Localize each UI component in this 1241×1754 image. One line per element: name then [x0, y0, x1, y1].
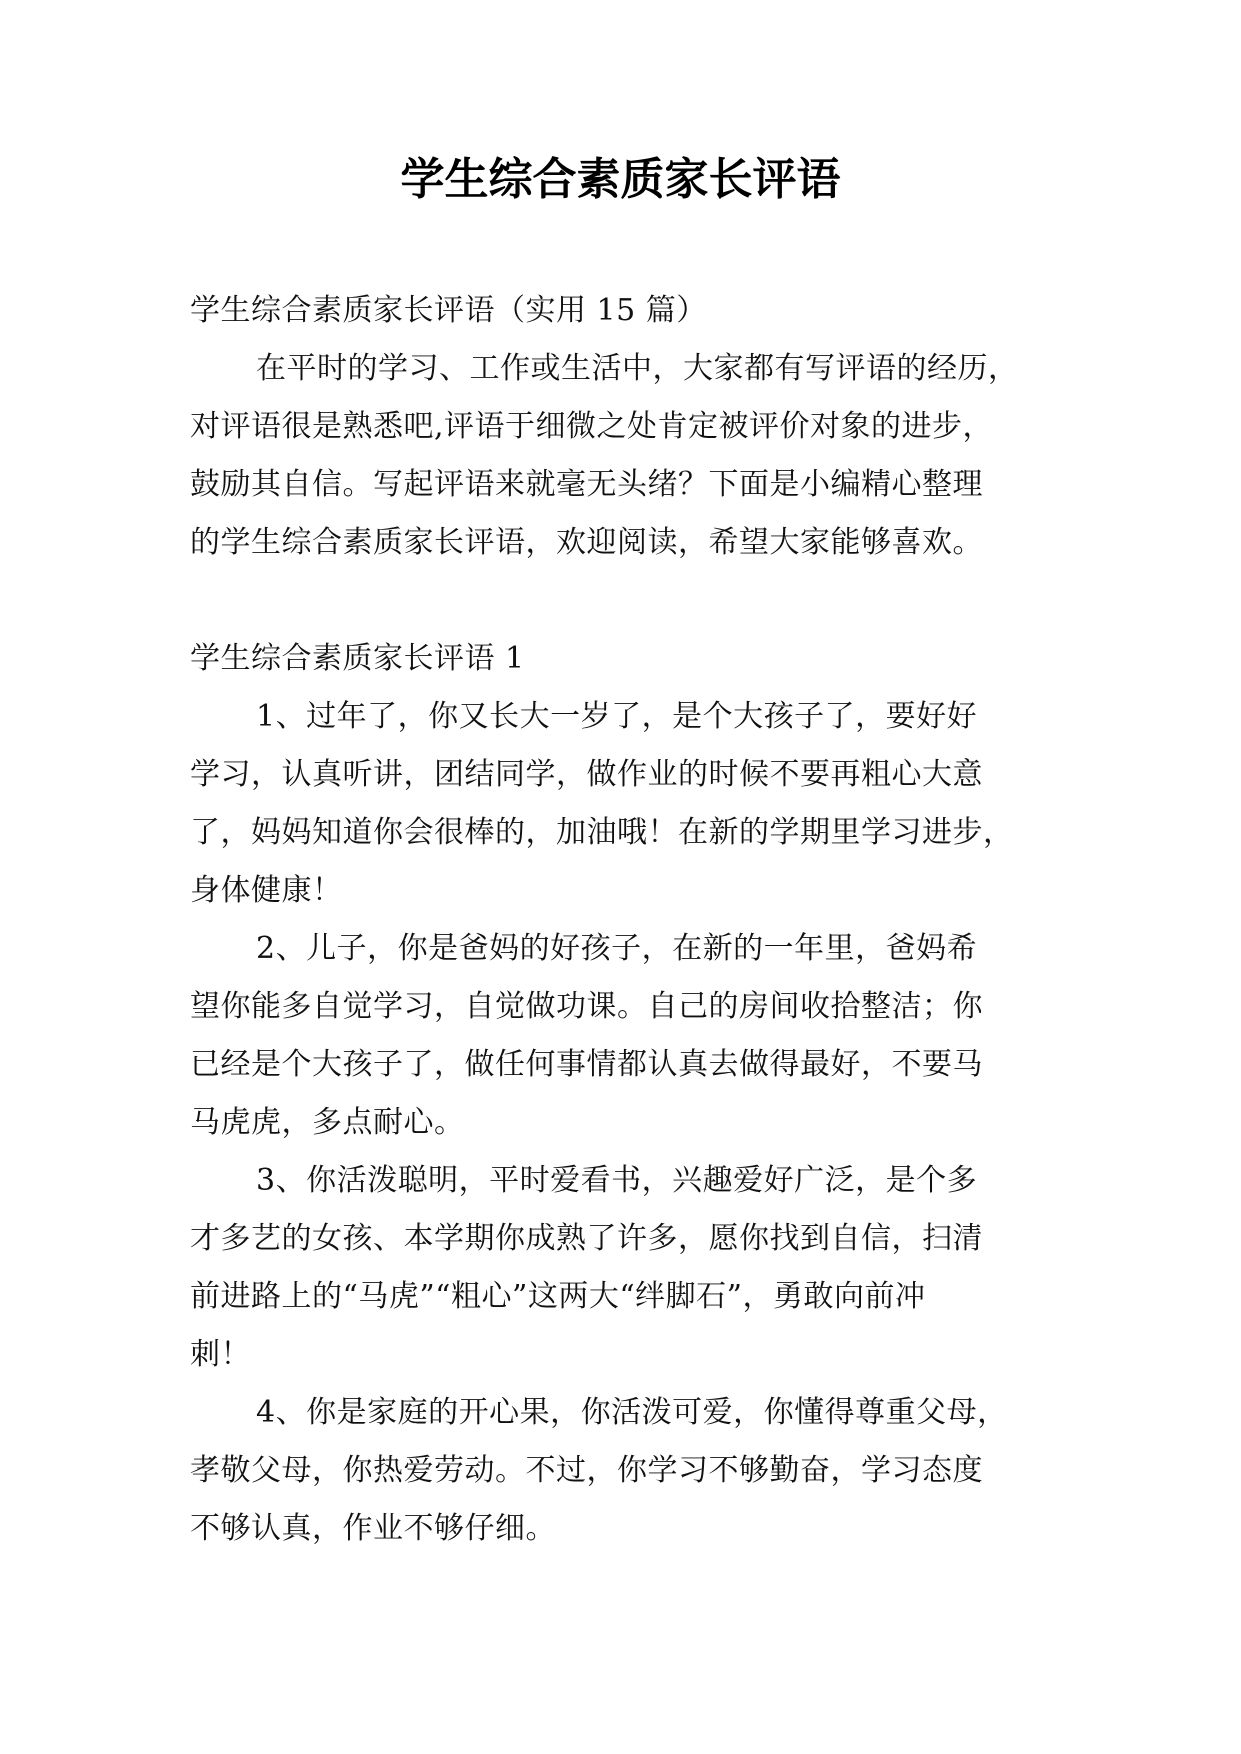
document-subtitle: 学生综合素质家长评语（实用 15 篇）	[190, 293, 707, 328]
document-body	[190, 282, 1060, 1558]
paragraph-line: 才多艺的女孩、本学期你成熟了许多，愿你找到自信，扫清	[190, 1221, 983, 1256]
paragraph-line: 2、儿子，你是爸妈的好孩子，在新的一年里，爸妈希	[256, 931, 978, 966]
paragraph-line: 4、你是家庭的开心果，你活泼可爱，你懂得尊重父母，	[256, 1395, 1008, 1430]
comment-paragraph-3	[190, 1152, 1060, 1384]
intro-line: 的学生综合素质家长评语，欢迎阅读，希望大家能够喜欢。	[190, 525, 983, 560]
paragraph-line: 不够认真，作业不够仔细。	[190, 1511, 556, 1546]
document-title: 学生综合素质家长评语	[400, 154, 841, 205]
intro-paragraph	[190, 340, 1060, 572]
paragraph-line: 3、你活泼聪明，平时爱看书，兴趣爱好广泛，是个多	[256, 1163, 978, 1198]
paragraph-line: 孝敬父母，你热爱劳动。不过，你学习不够勤奋，学习态度	[190, 1453, 983, 1488]
paragraph-line: 刺！	[190, 1337, 251, 1372]
section-heading: 学生综合素质家长评语 1	[190, 641, 525, 676]
paragraph-line: 学习，认真听讲，团结同学，做作业的时候不要再粗心大意	[190, 757, 983, 792]
comment-paragraph-4	[190, 1384, 1060, 1558]
intro-line: 鼓励其自信。写起评语来就毫无头绪？下面是小编精心整理	[190, 467, 983, 502]
paragraph-line: 1、过年了，你又长大一岁了，是个大孩子了，要好好	[256, 699, 978, 734]
comment-paragraph-1	[190, 688, 1060, 920]
paragraph-line: 身体健康！	[190, 873, 343, 908]
comment-paragraph-2	[190, 920, 1060, 1152]
paragraph-line: 了，妈妈知道你会很棒的，加油哦！在新的学期里学习进步，	[190, 815, 1014, 850]
intro-line: 对评语很是熟悉吧,评语于细微之处肯定被评价对象的进步，	[190, 409, 994, 444]
paragraph-line: 前进路上的“马虎”“粗心”这两大“绊脚石”，勇敢向前冲	[190, 1279, 926, 1314]
paragraph-line: 马虎虎，多点耐心。	[190, 1105, 465, 1140]
intro-line: 在平时的学习、工作或生活中，大家都有写评语的经历，	[256, 351, 1019, 386]
paragraph-line: 望你能多自觉学习，自觉做功课。自己的房间收拾整洁；你	[190, 989, 983, 1024]
paragraph-line: 已经是个大孩子了，做任何事情都认真去做得最好，不要马	[190, 1047, 983, 1082]
